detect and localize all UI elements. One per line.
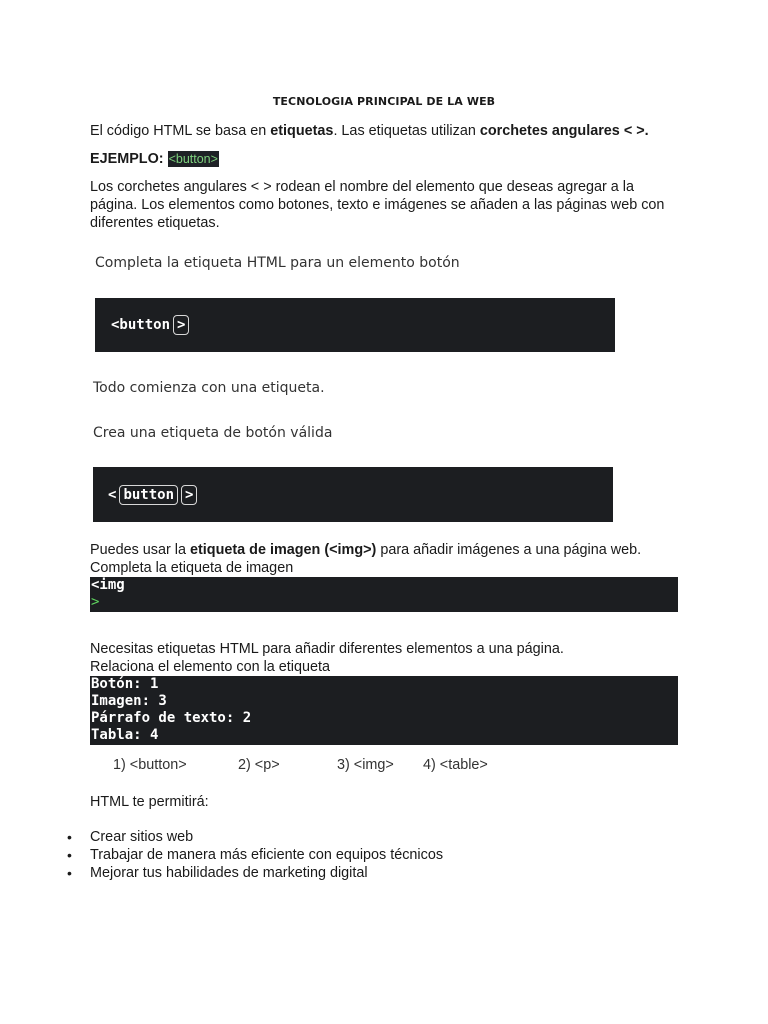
img-code: <img <box>91 577 125 593</box>
exercise2-close-chip[interactable]: > <box>181 485 197 505</box>
img-text-2: para añadir imágenes a una página web. <box>376 542 642 558</box>
option-table: 4) <table> <box>423 757 488 773</box>
match-row-button: Botón: 1 <box>91 676 159 692</box>
benefit-text: Mejorar tus habilidades de marketing digital <box>90 865 368 881</box>
match-text-1: Necesitas etiquetas HTML para añadir diferentes elementos a una página. <box>90 641 564 657</box>
option-button: 1) <button> <box>113 757 187 773</box>
match-row-paragraph: Párrafo de texto: 2 <box>91 710 252 726</box>
exercise1-prompt: Completa la etiqueta HTML para un elemento botón <box>95 255 460 271</box>
exercise2-word-chip[interactable]: button <box>119 485 178 505</box>
intro-bold-1: etiquetas <box>270 123 334 139</box>
intro-bold-2: corchetes angulares < >. <box>479 123 649 139</box>
img-text-1: Puedes usar la <box>90 542 190 558</box>
img-code-block <box>90 577 678 612</box>
intro-paragraph <box>90 122 649 140</box>
match-code-block <box>90 676 678 745</box>
bullet-icon: • <box>67 829 72 845</box>
page-title: TECNOLOGIA PRINCIPAL DE LA WEB <box>272 95 496 108</box>
benefit-text: Trabajar de manera más eficiente con equipos técnicos <box>90 847 444 863</box>
img-answer: > <box>91 594 100 610</box>
match-row-image: Imagen: 3 <box>91 693 167 709</box>
img-bold: etiqueta de imagen (<img>) <box>190 542 377 558</box>
exercise2-prompt: Crea una etiqueta de botón válida <box>93 425 333 441</box>
list-item <box>60 846 443 864</box>
example-line <box>90 150 219 168</box>
brackets-paragraph: Los corchetes angulares < > rodean el nombre del elemento que deseas agregar a la página. Los elementos como botones, texto e imágenes se añaden a las páginas web con diferentes etiquetas. <box>90 179 665 231</box>
img-paragraph <box>90 541 641 577</box>
example-label: EJEMPLO: <box>90 151 164 167</box>
bullet-icon: • <box>67 847 72 863</box>
benefits-list <box>60 828 443 882</box>
example-code: <button> <box>168 152 218 166</box>
exercise2-code-block <box>93 467 613 522</box>
match-options <box>0 757 768 777</box>
bullet-icon: • <box>67 865 72 881</box>
intro-text-2: . Las etiquetas utilizan <box>333 123 480 139</box>
option-img: 3) <img> <box>337 757 394 773</box>
match-instruction: Relaciona el elemento con la etiqueta <box>90 659 331 675</box>
intro-text-1: El código HTML se basa en <box>90 123 271 139</box>
exercise1-code: <button <box>111 317 171 333</box>
img-instruction: Completa la etiqueta de imagen <box>90 560 294 576</box>
list-item <box>60 864 443 882</box>
exercise2-open-bracket: < <box>108 487 117 503</box>
list-item <box>60 828 443 846</box>
match-row-table: Tabla: 4 <box>91 727 159 743</box>
benefits-heading: HTML te permitirá: <box>90 794 209 810</box>
exercise1-answer-chip[interactable]: > <box>173 315 189 335</box>
match-paragraph <box>90 640 564 676</box>
exercise1-code-block <box>95 298 615 352</box>
exercise1-feedback: Todo comienza con una etiqueta. <box>93 380 325 396</box>
benefit-text: Crear sitios web <box>90 829 194 845</box>
option-p: 2) <p> <box>238 757 280 773</box>
